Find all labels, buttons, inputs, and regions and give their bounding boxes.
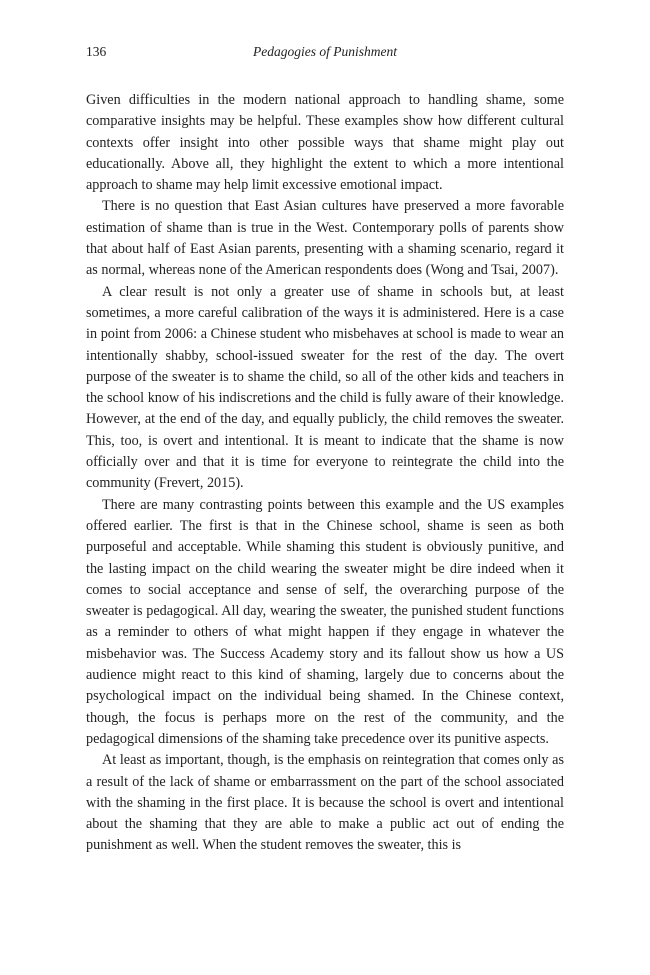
paragraph-5: At least as important, though, is the emphasis on reintegration that comes only as a result of the lack of shame or embarrassment on the part of the school associated with the shaming in the first place. It is because the school is overt and intentional about the shaming that they are able to make a public act out of ending the punishment as well. When the student removes the sweater, this is xyxy=(86,752,564,854)
book-page xyxy=(86,44,564,857)
paragraph-4: There are many contrasting points between this example and the US examples offered earlier. The first is that in the Chinese school, shame is seen as both purposeful and acceptable. While shaming this student is obviously punitive, and the lasting impact on the child wearing the sweater might be dire indeed when it comes to social acceptance and sense of self, the overarching purpose of the sweater is pedagogical. All day, wearing the sweater, the punished student functions as a reminder to others of what might happen if they engage in whatever the misbehavior was. The Success Academy story and its fallout show us how a US audience might react to this kind of shaming, largely due to concerns about the psychological impact on the individual being shamed. In the Chinese context, though, the focus is perhaps more on the rest of the community, and the pedagogical dimensions of the shaming take precedence over its punitive aspects. xyxy=(86,496,564,747)
running-head xyxy=(86,44,564,66)
running-title: Pedagogies of Punishment xyxy=(253,44,397,59)
paragraph-2: There is no question that East Asian cultures have preserved a more favorable estimation of shame than is true in the West. Contemporary polls of parents show that about half of East Asian parents, presenting with a shaming scenario, regard it as normal, whereas none of the American respondents does (Wong and Tsai, 2007). xyxy=(86,198,564,279)
paragraph-1: Given difficulties in the modern national approach to handling shame, some comparative insights may be helpful. These examples show how different cultural contexts offer insight into other possible ways that shame might play out educationally. Above all, they highlight the extent to which a more intentional approach to shame may help limit excessive emotional impact. xyxy=(86,92,564,194)
paragraph-3: A clear result is not only a greater use of shame in schools but, at least sometimes, a more careful calibration of the ways it is administered. Here is a case in point from 2006: a Chinese student who misbehaves at school is made to wear an intentionally shabby, school-issued sweater for the rest of the day. The overt purpose of the sweater is to shame the child, so all of the other kids and teachers in the school know of his indiscretions and the child is fully aware of their knowledge. However, at the end of the day, and equally publicly, the child removes the sweater. This, too, is overt and intentional. It is meant to indicate that the shame is now officially over and that it is time for everyone to reintegrate the child into the community (Frevert, 2015). xyxy=(86,283,564,492)
body-text xyxy=(86,90,564,857)
page-number: 136 xyxy=(86,44,107,59)
